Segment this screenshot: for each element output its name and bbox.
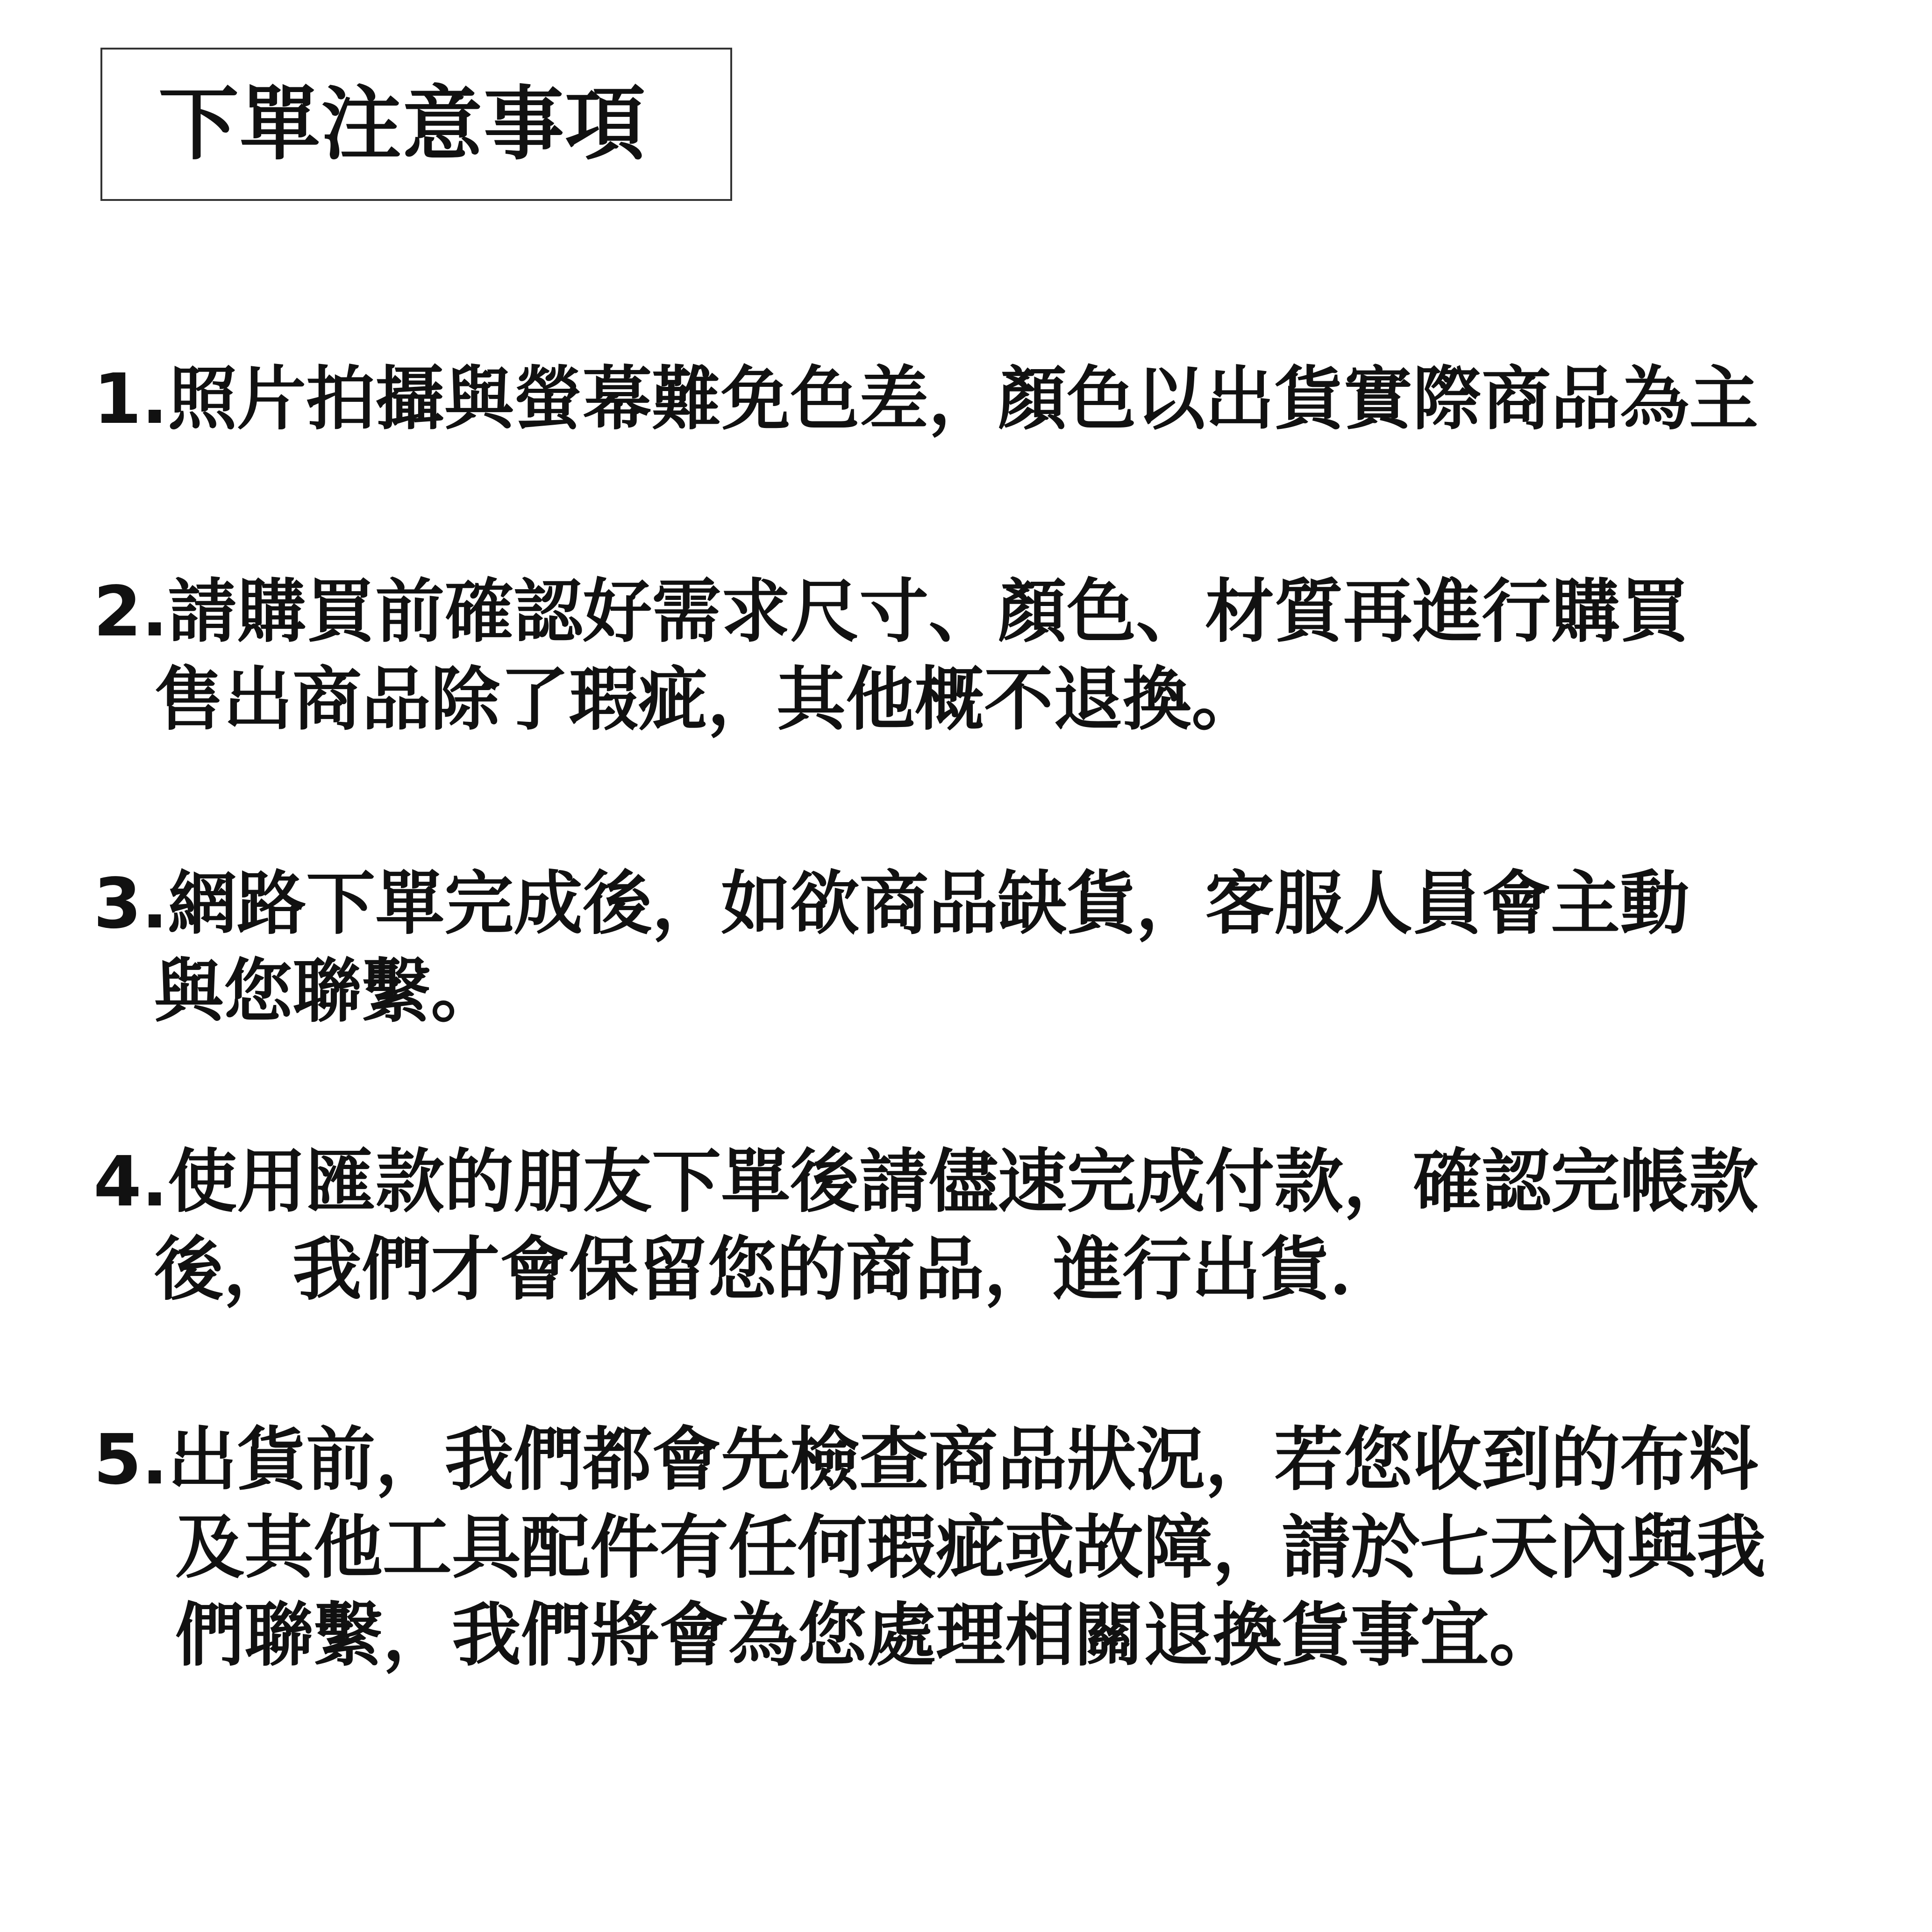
notice-line: 2.請購買前確認好需求尺寸、顏色、材質再進行購買 (93, 571, 1690, 652)
notice-line: 5.出貨前，我們都會先檢查商品狀況，若您收到的布料 (93, 1419, 1759, 1500)
notice-item-2 (93, 568, 1689, 743)
title-box (100, 48, 732, 201)
page-title: 下單注意事項 (158, 77, 646, 171)
notice-line: 後，我們才會保留您的商品，進行出貨． (154, 1229, 1399, 1310)
notice-line: 們聯繫，我們將會為您處理相關退換貨事宜。 (175, 1595, 1558, 1675)
notice-line: 4.使用匯款的朋友下單後請儘速完成付款，確認完帳款 (93, 1141, 1759, 1222)
notice-line: 3.網路下單完成後，如欲商品缺貨，客服人員會主動 (93, 863, 1690, 944)
notice-line: 及其他工具配件有任何瑕疵或故障，請於七天內與我 (175, 1507, 1766, 1588)
notice-line: 售出商品除了瑕疵，其他概不退換。 (154, 659, 1261, 740)
notice-item-5 (93, 1416, 1766, 1679)
notice-line: 1.照片拍攝與螢幕難免色差，顏色以出貨實際商品為主 (93, 359, 1759, 439)
notice-item-1 (93, 355, 1758, 443)
notice-item-4 (93, 1138, 1758, 1313)
notice-line: 與您聯繫。 (154, 951, 500, 1032)
notice-item-3 (93, 860, 1689, 1035)
